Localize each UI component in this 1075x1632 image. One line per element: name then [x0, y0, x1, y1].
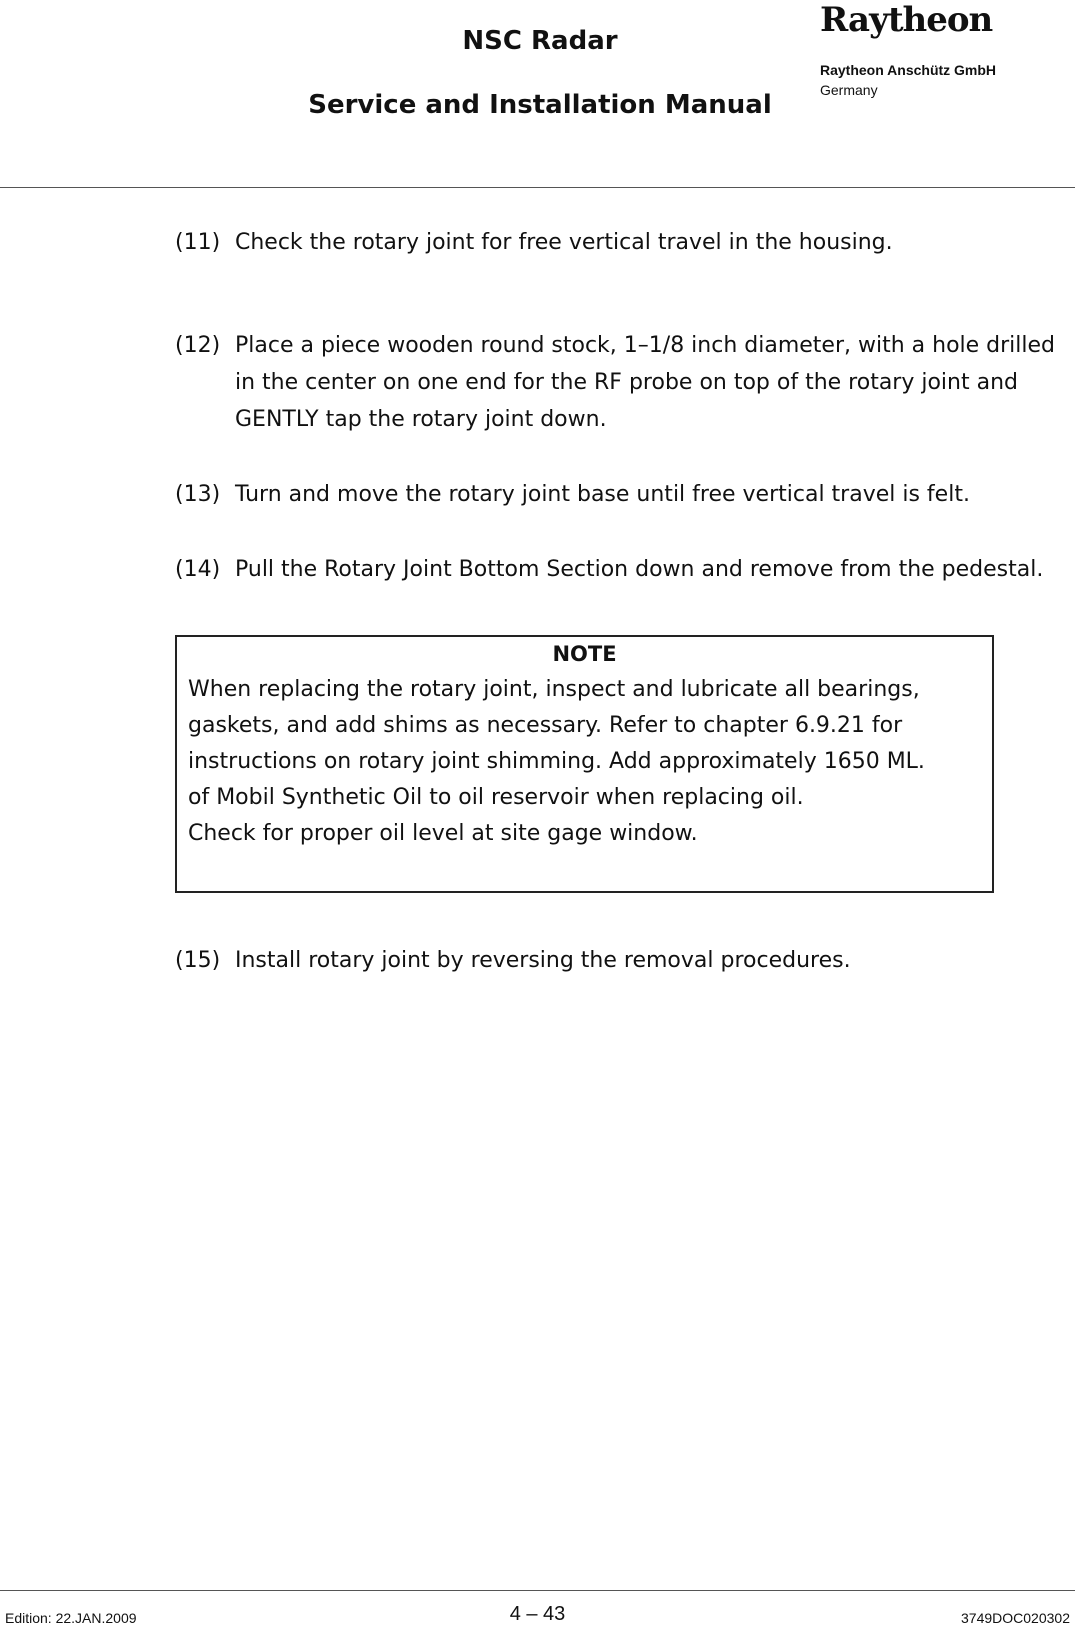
note-line: gaskets, and add shims as necessary. Refer to chapter 6.9.21 for — [188, 713, 903, 738]
note-line: When replacing the rotary joint, inspect and lubricate all bearings, — [188, 677, 920, 702]
step-text: Pull the Rotary Joint Bottom Section down and remove from the pedestal. — [235, 557, 1044, 582]
step-number: (14) — [175, 557, 221, 582]
raytheon-logo: Raytheon — [820, 0, 993, 40]
step-text: Check the rotary joint for free vertical travel in the housing. — [235, 230, 893, 255]
note-line: instructions on rotary joint shimming. Add approximately 1650 ML. — [188, 749, 925, 774]
step-number: (15) — [175, 948, 221, 973]
procedure-step — [175, 476, 1065, 513]
header-divider — [0, 187, 1075, 188]
page-number: 4 – 43 — [509, 1603, 566, 1625]
step-number: (11) — [175, 230, 221, 255]
note-box — [175, 635, 994, 893]
company-name: Raytheon Anschütz GmbH — [820, 62, 997, 78]
note-line: Check for proper oil level at site gage window. — [188, 821, 698, 846]
document-title: NSC Radar — [462, 26, 618, 56]
note-line: of Mobil Synthetic Oil to oil reservoir when replacing oil. — [188, 785, 804, 810]
edition-date: Edition: 22.JAN.2009 — [5, 1610, 137, 1626]
step-number: (12) — [175, 333, 221, 358]
step-number: (13) — [175, 482, 221, 507]
note-heading: NOTE — [552, 642, 617, 666]
document-id: 3749DOC020302 — [961, 1610, 1070, 1626]
procedure-step — [175, 551, 1065, 588]
step-text: Install rotary joint by reversing the removal procedures. — [235, 948, 851, 973]
company-country: Germany — [820, 82, 878, 98]
procedure-step — [175, 942, 1065, 979]
step-text: Place a piece wooden round stock, 1–1/8 inch diameter, with a hole drilled in the center on one end for the RF probe on top of the rotary joint and GENTLY tap the rotary joint down. — [235, 333, 1056, 432]
procedure-step — [175, 224, 1065, 261]
document-subtitle: Service and Installation Manual — [308, 90, 772, 120]
step-text: Turn and move the rotary joint base until free vertical travel is felt. — [235, 482, 970, 507]
footer-divider — [0, 1590, 1075, 1591]
procedure-step — [175, 327, 1065, 438]
